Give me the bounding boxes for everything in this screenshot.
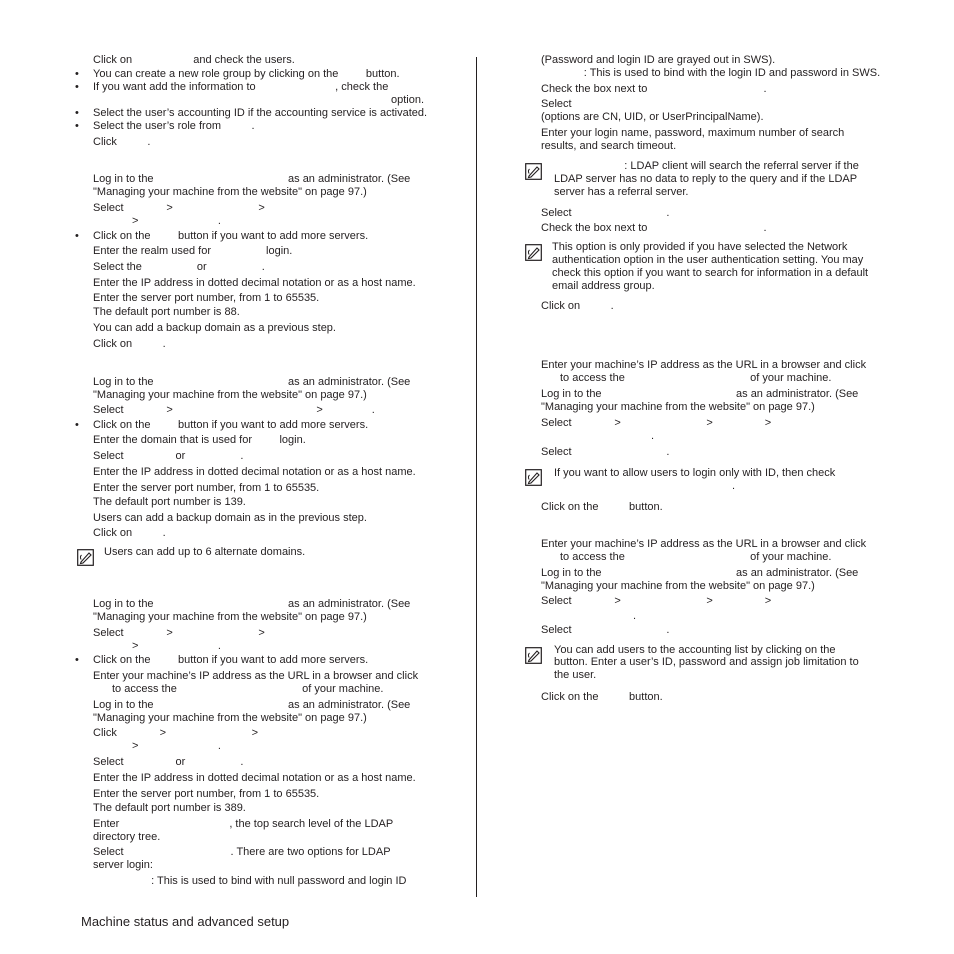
note-icon [525, 469, 542, 486]
text-line: Enter the IP address in dotted decimal notation or as a host name. [93, 277, 416, 289]
text-line: Check the box next to . [541, 222, 767, 234]
bullet: • [75, 654, 79, 666]
text-line: Click on . [93, 338, 166, 350]
text-line: "Managing your machine from the website" on page 97.) [93, 712, 367, 724]
bullet: • [75, 230, 79, 242]
note-icon [77, 549, 94, 566]
text-line: to access the of your machine. [112, 683, 384, 695]
note-text: Users can add up to 6 alternate domains. [104, 546, 306, 558]
bullet: • [75, 81, 79, 93]
text-line: to access the of your machine. [560, 551, 832, 563]
text-line: Click on the button if you want to add more servers. [93, 419, 369, 431]
text-line: You can add a backup domain as a previous step. [93, 322, 336, 334]
text-line: (Password and login ID are grayed out in SWS). [541, 54, 776, 66]
note-text: . [732, 480, 736, 492]
text-line: "Managing your machine from the website" on page 97.) [93, 389, 367, 401]
text-line: Enter the server port number, from 1 to 65535. [93, 788, 320, 800]
note-icon [525, 244, 542, 261]
text-line: Log in to the as an administrator. (See [541, 567, 859, 579]
text-line: You can create a new role group by clicking on the button. [93, 68, 400, 80]
text-line: Select the user’s role from . [93, 120, 255, 132]
text-line: Select or . [93, 756, 244, 768]
text-line: Select > > [93, 202, 265, 214]
text-line: If you want add the information to , check the [93, 81, 389, 93]
text-line: "Managing your machine from the website" on page 97.) [541, 401, 815, 413]
text-line: Click > > [93, 727, 259, 739]
text-line: Select . [541, 446, 670, 458]
text-line: Select . [541, 207, 670, 219]
text-line: to access the of your machine. [560, 372, 832, 384]
text-line: Users can add a backup domain as in the previous step. [93, 512, 367, 524]
bullet: • [75, 68, 79, 80]
text-line: Select > > > [541, 417, 772, 429]
text-line: Select or . [93, 450, 244, 462]
text-line: Select . There are two options for LDAP [93, 846, 391, 858]
text-line: "Managing your machine from the website" on page 97.) [93, 611, 367, 623]
note-icon [525, 163, 542, 180]
note-text: the user. [554, 669, 597, 681]
text-line: Enter , the top search level of the LDAP [93, 818, 394, 830]
note-text: authentication option in the user authentication setting. You may [552, 254, 864, 266]
text-line: Enter the realm used for login. [93, 245, 293, 257]
text-line: > . [132, 740, 221, 752]
note-text: server has a referral server. [554, 186, 689, 198]
text-line: > . [132, 640, 221, 652]
text-line: Check the box next to . [541, 83, 767, 95]
text-line: Enter the domain that is used for login. [93, 434, 306, 446]
text-line: Enter the server port number, from 1 to 65535. [93, 292, 320, 304]
text-line: The default port number is 389. [93, 802, 246, 814]
note-text: This option is only provided if you have selected the Network [552, 241, 848, 253]
text-line: Select . [541, 624, 670, 636]
text-line: Select > > [93, 627, 265, 639]
text-line: Enter the IP address in dotted decimal notation or as a host name. [93, 466, 416, 478]
text-line: option. [391, 94, 425, 106]
note-icon [525, 647, 542, 664]
text-line: The default port number is 139. [93, 496, 246, 508]
text-line: Select [541, 98, 572, 110]
note-text: email address group. [552, 280, 655, 292]
text-line: Click on the button. [541, 501, 663, 513]
text-line: Enter your machine’s IP address as the URL in a browser and click [541, 359, 867, 371]
text-line: "Managing your machine from the website" on page 97.) [541, 580, 815, 592]
bullet: • [75, 120, 79, 132]
text-line: Log in to the as an administrator. (See [93, 699, 411, 711]
text-line: Enter the IP address in dotted decimal notation or as a host name. [93, 772, 416, 784]
text-line: The default port number is 88. [93, 306, 240, 318]
text-line: Log in to the as an administrator. (See [93, 598, 411, 610]
note-text: button. Enter a user’s ID, password and assign job limitation to [554, 656, 859, 668]
text-line: : This is used to bind with null password and login ID [93, 875, 407, 887]
bullet: • [75, 107, 79, 119]
note-text: : LDAP client will search the referral server if the [554, 160, 859, 172]
text-line: Enter your machine’s IP address as the URL in a browser and click [541, 538, 867, 550]
text-line: server login: [93, 859, 153, 871]
text-line: Log in to the as an administrator. (See [93, 376, 411, 388]
text-line: . [633, 610, 637, 622]
text-line: Enter your login name, password, maximum number of search [541, 127, 845, 139]
text-line: directory tree. [93, 831, 161, 843]
text-line: Select > > > [541, 595, 772, 607]
text-line: "Managing your machine from the website" on page 97.) [93, 186, 367, 198]
text-line: Select the or . [93, 261, 265, 273]
page-footer: Machine status and advanced setup [81, 914, 290, 929]
column-divider [476, 57, 477, 897]
note-text: You can add users to the accounting list by clicking on the [554, 644, 836, 656]
text-line: Enter your machine’s IP address as the URL in a browser and click [93, 670, 419, 682]
text-line: Click . [93, 136, 151, 148]
note-text: LDAP server has no data to reply to the query and if the LDAP [554, 173, 858, 185]
text-line: Select > > . [93, 404, 375, 416]
text-line: Enter the server port number, from 1 to 65535. [93, 482, 320, 494]
bullet: • [75, 419, 79, 431]
text-line: Log in to the as an administrator. (See [93, 173, 411, 185]
text-line: : This is used to bind with the login ID and password in SWS. [541, 67, 881, 79]
text-line: Click on the button if you want to add more servers. [93, 654, 369, 666]
note-text: check this option if you want to search for information in a default [552, 267, 869, 279]
text-line: Click on . [541, 300, 614, 312]
text-line: Click on and check the users. [93, 54, 295, 66]
text-line: Click on . [93, 527, 166, 539]
text-line: Click on the button. [541, 691, 663, 703]
text-line: > . [132, 215, 221, 227]
text-line: Select the user’s accounting ID if the accounting service is activated. [93, 107, 428, 119]
text-line: Log in to the as an administrator. (See [541, 388, 859, 400]
text-line: results, and search timeout. [541, 140, 677, 152]
text-line: Click on the button if you want to add more servers. [93, 230, 369, 242]
text-line: . [651, 430, 655, 442]
text-line: (options are CN, UID, or UserPrincipalName). [541, 111, 764, 123]
note-text: If you want to allow users to login only with ID, then check [554, 467, 836, 479]
